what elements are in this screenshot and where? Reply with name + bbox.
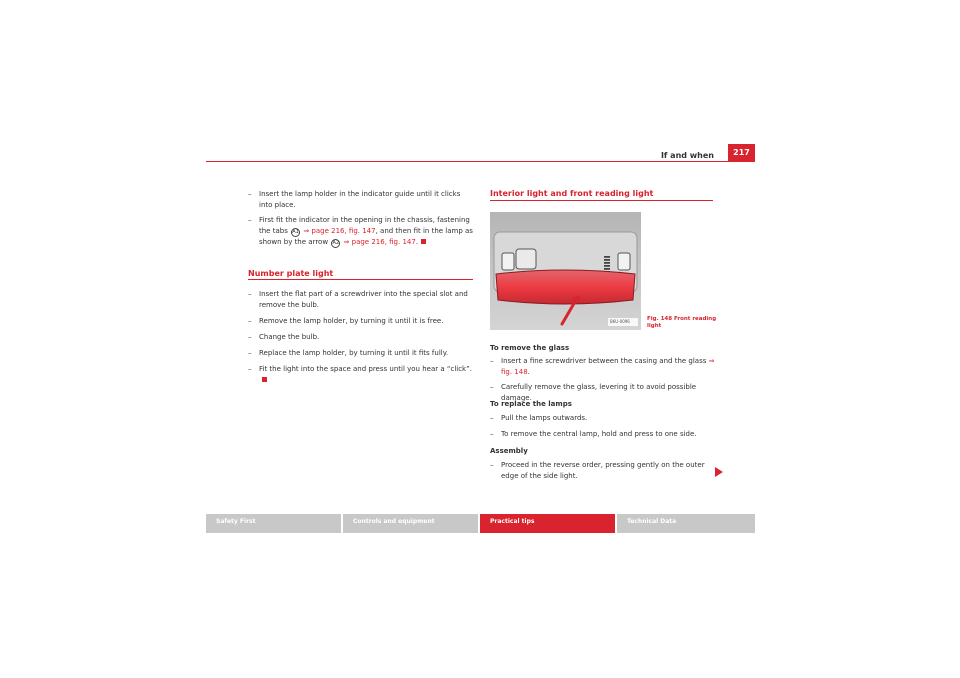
figure-code: B6U-0096 — [610, 319, 630, 324]
dash-bullet: – — [490, 461, 494, 469]
list-item-text — [501, 356, 716, 378]
section-end-marker — [421, 239, 426, 244]
subheading-remove-glass: To remove the glass — [490, 344, 570, 352]
header-divider — [206, 161, 755, 162]
list-item-text: Insert the flat part of a screwdriver into the special slot and remove the bulb. — [259, 290, 468, 309]
callout-marker-1: A1 — [292, 229, 299, 235]
list-item-text-part: , and then fit in the lamp as shown by the arrow — [259, 227, 473, 246]
dash-bullet: – — [248, 317, 252, 325]
footer-tab-technical-data[interactable]: Technical Data — [617, 514, 755, 533]
list-item-text: To remove the central lamp, hold and press to one side. — [501, 430, 697, 438]
list-item-text: Proceed in the reverse order, pressing gently on the outer edge of the side light. — [501, 461, 705, 480]
figure-caption: Fig. 148 Front reading light — [647, 316, 717, 329]
section-end-marker — [262, 377, 267, 382]
reading-light-illustration — [490, 212, 641, 330]
list-item-text-part: . — [415, 238, 419, 246]
list-item-text: Replace the lamp holder, by turning it until it fits fully. — [259, 349, 449, 357]
dash-bullet: – — [490, 383, 494, 391]
section-divider — [490, 200, 713, 201]
page-number: 217 — [728, 144, 755, 161]
section-title-interior-light: Interior light and front reading light — [490, 189, 654, 198]
dash-bullet: – — [248, 365, 252, 373]
subheading-replace-lamps: To replace the lamps — [490, 400, 572, 408]
section-divider — [248, 279, 473, 280]
list-item-text — [259, 215, 473, 248]
list-item-text: Change the bulb. — [259, 333, 320, 341]
list-item-text-part: Fit the light into the space and press until you hear a “click”. — [259, 365, 472, 373]
dash-bullet: – — [248, 190, 252, 198]
list-item-text — [259, 364, 473, 386]
dash-bullet: – — [248, 216, 252, 224]
page-reference-link[interactable]: ⇒ page 216, fig. 147 — [343, 238, 416, 246]
dash-bullet: – — [248, 349, 252, 357]
section-title-number-plate-light: Number plate light — [248, 269, 334, 278]
dash-bullet: – — [490, 357, 494, 365]
list-item-text-part: First fit the indicator in the opening in the chassis, fastening the tabs — [259, 216, 470, 235]
figure-reference-link[interactable]: ⇒ fig. 148 — [501, 357, 715, 376]
list-item-text: Remove the lamp holder, by turning it until it is free. — [259, 317, 444, 325]
page-reference-link[interactable]: ⇒ page 216, fig. 147 — [303, 227, 376, 235]
list-item-text-part: Insert a fine screwdriver between the casing and the glass — [501, 357, 707, 365]
figure-front-reading-light — [490, 212, 641, 330]
footer-tab-practical-tips[interactable]: Practical tips — [480, 514, 615, 533]
list-item-text-part: . — [527, 368, 530, 376]
dash-bullet: – — [248, 333, 252, 341]
list-item-text: Carefully remove the glass, levering it to avoid possible damage. — [501, 383, 697, 402]
dash-bullet: – — [490, 414, 494, 422]
list-item-text: Pull the lamps outwards. — [501, 414, 588, 422]
dash-bullet: – — [490, 430, 494, 438]
footer-tab-safety-first[interactable]: Safety First — [206, 514, 341, 533]
subheading-assembly: Assembly — [490, 447, 528, 455]
list-item-text: Insert the lamp holder in the indicator guide until it clicks into place. — [259, 190, 461, 209]
continue-arrow-icon[interactable] — [715, 467, 723, 477]
callout-marker-2: A2 — [332, 240, 340, 246]
running-header: If and when — [660, 151, 714, 160]
footer-tab-controls-and-equipment[interactable]: Controls and equipment — [343, 514, 478, 533]
dash-bullet: – — [248, 290, 252, 298]
